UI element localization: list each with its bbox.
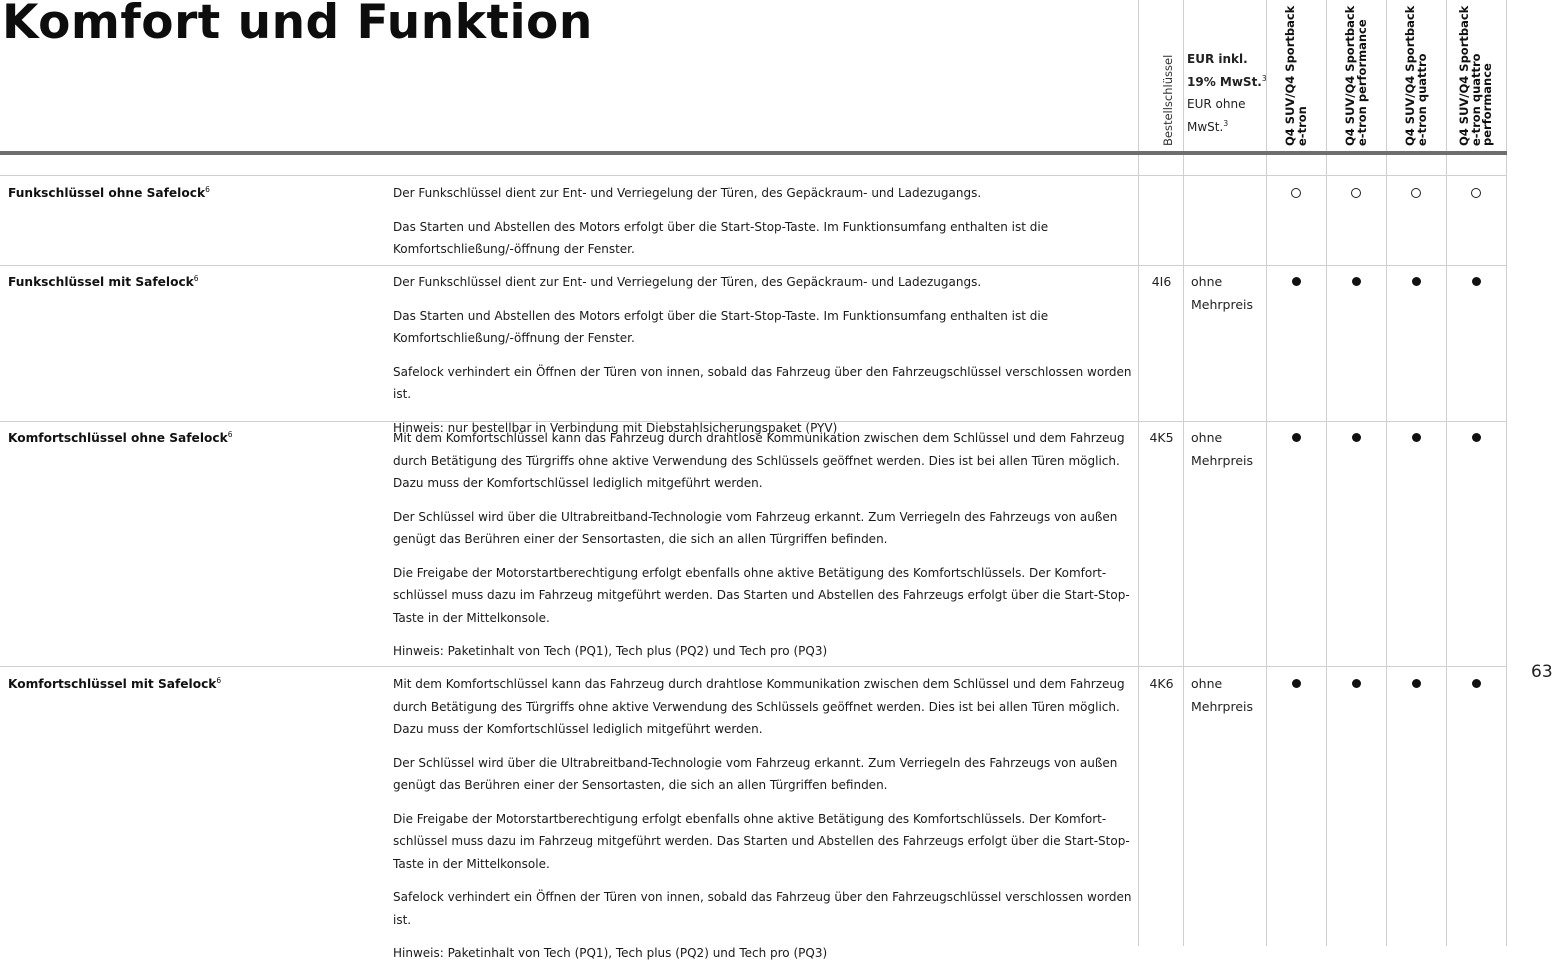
price-line: ohne xyxy=(1191,430,1223,445)
column-divider xyxy=(1506,0,1507,946)
row-name-text: Komfortschlüssel ohne Safelock xyxy=(8,431,228,445)
availability-mark xyxy=(1326,673,1386,695)
table-row-description xyxy=(393,427,1133,663)
standard-dot-icon xyxy=(1412,433,1421,442)
standard-dot-icon xyxy=(1292,679,1301,688)
header-model-line: e-tron performance xyxy=(1354,19,1369,146)
header-model-line: performance xyxy=(1480,63,1494,146)
header-model-4 xyxy=(1459,0,1494,146)
header-price-incl xyxy=(1187,48,1267,93)
header-model-line: e-tron quattro xyxy=(1414,53,1429,146)
order-code: 4I6 xyxy=(1151,274,1172,289)
header-model-3 xyxy=(1405,0,1428,146)
header-price-excl-label: EUR ohne MwSt. xyxy=(1187,97,1246,134)
availability-mark xyxy=(1446,673,1506,695)
availability-mark xyxy=(1386,271,1446,293)
price-line: Mehrpreis xyxy=(1191,296,1254,312)
availability-mark xyxy=(1446,182,1506,204)
description-paragraph: Der Schlüssel wird über die Ultrabreitband-Technologie vom Fahrzeug erkannt. Zum Verriegeln des Fahrzeugs von außen genügt das Berühren einer der Sensortasten, die sich an allen Türgriffen befinden. xyxy=(393,755,1118,792)
header-model-line: e-tron xyxy=(1294,106,1309,146)
header-model-line: e-tron quattro xyxy=(1468,53,1483,146)
availability-mark xyxy=(1386,673,1446,695)
footnote-mark: 6 xyxy=(193,274,199,283)
standard-dot-icon xyxy=(1352,679,1361,688)
table-row-name xyxy=(8,185,210,201)
description-paragraph: Die Freigabe der Motorstartberechtigung erfolgt ebenfalls ohne aktive Betätigung des Komfortschlüssels. Der Komfortschlüssel muss dazu im Fahrzeug mitgeführt werden. Das Starten und Abstellen des Fahrzeugs erfolgt über die Start-Stop-Taste in der Mittelkonsole. xyxy=(393,811,1130,871)
column-divider xyxy=(1183,0,1184,946)
availability-mark xyxy=(1386,427,1446,449)
column-divider xyxy=(1326,0,1327,946)
header-model-line: Q4 SUV/Q4 Sportback xyxy=(1343,5,1357,146)
header-model-line: Q4 SUV/Q4 Sportback xyxy=(1457,5,1471,146)
page-title: Komfort und Funktion xyxy=(2,0,593,50)
availability-mark xyxy=(1386,182,1446,204)
availability-mark xyxy=(1446,271,1506,293)
availability-mark xyxy=(1266,673,1326,695)
footnote-mark: 6 xyxy=(205,185,210,194)
description-paragraph: Das Starten und Abstellen des Motors erfolgt über die Start-Stop-Taste. Im Funktionsumfang enthalten ist die Komfortschließung/-öffnung der Fenster. xyxy=(393,308,1049,345)
header-price xyxy=(1187,48,1267,138)
table-row-description xyxy=(393,271,1133,439)
row-divider xyxy=(0,666,1507,667)
header-model-2 xyxy=(1345,0,1368,146)
row-name-text: Funkschlüssel ohne Safelock xyxy=(8,186,206,200)
table-row-name xyxy=(8,274,199,290)
description-paragraph: Mit dem Komfortschlüssel kann das Fahrzeug durch drahtlose Kommunikation zwischen dem Schlüssel und dem Fahrzeug durch Betätigung des Türgriffs ohne aktive Verwendung des Schlüssels geöffnet werden. Dies ist bei allen Türen möglich. Dazu muss der Komfortschlüssel lediglich mitgeführt werden. xyxy=(393,431,1125,490)
price-value xyxy=(1191,673,1263,718)
description-paragraph: Der Funkschlüssel dient zur Ent- und Verriegelung der Türen, des Gepäckraum- und Ladezugangs. xyxy=(393,275,982,289)
optional-circle-icon xyxy=(1291,188,1301,198)
optional-circle-icon xyxy=(1411,188,1421,198)
order-code: 4K5 xyxy=(1149,430,1174,445)
row-divider xyxy=(0,175,1507,176)
price-line: ohne xyxy=(1191,676,1223,691)
price-value xyxy=(1191,427,1263,472)
header-model-1 xyxy=(1285,0,1308,146)
availability-mark xyxy=(1446,427,1506,449)
description-paragraph: Hinweis: nur bestellbar in Verbindung mit Diebstahlsicherungspaket (PYV) xyxy=(393,420,838,435)
price-line: Mehrpreis xyxy=(1191,452,1254,468)
standard-dot-icon xyxy=(1472,433,1481,442)
footnote-mark: 6 xyxy=(216,676,222,685)
header-price-excl xyxy=(1187,93,1267,138)
column-divider xyxy=(1138,0,1139,946)
standard-dot-icon xyxy=(1352,433,1361,442)
optional-circle-icon xyxy=(1351,188,1361,198)
standard-dot-icon xyxy=(1412,277,1421,286)
description-paragraph: Safelock verhindert ein Öffnen der Türen von innen, sobald das Fahrzeug über den Fahrzeugschlüssel verschlossen worden ist. xyxy=(393,364,1132,401)
availability-mark xyxy=(1266,182,1326,204)
availability-mark xyxy=(1326,271,1386,293)
optional-circle-icon xyxy=(1471,188,1481,198)
table-row-description xyxy=(393,673,1133,965)
availability-mark xyxy=(1326,182,1386,204)
standard-dot-icon xyxy=(1292,433,1301,442)
header-model-line: Q4 SUV/Q4 Sportback xyxy=(1403,5,1417,146)
row-divider xyxy=(0,265,1507,266)
column-divider xyxy=(1446,0,1447,946)
footnote-mark: 3 xyxy=(1261,73,1267,83)
description-paragraph: Das Starten und Abstellen des Motors erfolgt über die Start-Stop-Taste. Im Funktionsumfang enthalten ist die Komfortschließung/-öffnung der Fenster. xyxy=(393,219,1049,256)
price-line: ohne xyxy=(1191,274,1223,289)
standard-dot-icon xyxy=(1472,679,1481,688)
column-divider xyxy=(1386,0,1387,946)
description-paragraph: Hinweis: Paketinhalt von Tech (PQ1), Tech plus (PQ2) und Tech pro (PQ3) xyxy=(393,644,828,658)
description-paragraph: Der Funkschlüssel dient zur Ent- und Verriegelung der Türen, des Gepäckraum- und Ladezugangs. xyxy=(393,186,982,200)
availability-mark xyxy=(1266,427,1326,449)
availability-mark xyxy=(1266,271,1326,293)
header-rule xyxy=(0,151,1507,155)
column-divider xyxy=(1266,0,1267,946)
description-paragraph: Der Schlüssel wird über die Ultrabreitband-Technologie vom Fahrzeug erkannt. Zum Verriegeln des Fahrzeugs von außen genügt das Berühren einer der Sensortasten, die sich an allen Türgriffen befinden. xyxy=(393,509,1118,546)
standard-dot-icon xyxy=(1412,679,1421,688)
order-code: 4K6 xyxy=(1149,676,1174,691)
header-price-incl-label: EUR inkl. 19% MwSt. xyxy=(1187,52,1262,89)
header-order-key: Bestellschlüssel xyxy=(1161,54,1175,146)
availability-mark xyxy=(1326,427,1386,449)
description-paragraph: Hinweis: Paketinhalt von Tech (PQ1), Tech plus (PQ2) und Tech pro (PQ3) xyxy=(393,946,828,960)
standard-dot-icon xyxy=(1292,277,1301,286)
description-paragraph: Safelock verhindert ein Öffnen der Türen von innen, sobald das Fahrzeug über den Fahrzeugschlüssel verschlossen worden ist. xyxy=(393,890,1132,927)
page-number: 63 xyxy=(1531,662,1553,682)
footnote-mark: 6 xyxy=(227,430,233,439)
price-value xyxy=(1191,271,1263,316)
standard-dot-icon xyxy=(1352,277,1361,286)
table-row-name xyxy=(8,430,232,446)
header-model-line: Q4 SUV/Q4 Sportback xyxy=(1283,5,1297,146)
table-row-name xyxy=(8,676,221,692)
price-line: Mehrpreis xyxy=(1191,698,1254,714)
description-paragraph: Die Freigabe der Motorstartberechtigung erfolgt ebenfalls ohne aktive Betätigung des Komfortschlüssels. Der Komfortschlüssel muss dazu im Fahrzeug mitgeführt werden. Das Starten und Abstellen des Fahrzeugs erfolgt über die Start-Stop-Taste in der Mittelkonsole. xyxy=(393,565,1130,625)
row-name-text: Funkschlüssel mit Safelock xyxy=(8,275,194,289)
footnote-mark: 3 xyxy=(1223,118,1229,128)
row-name-text: Komfortschlüssel mit Safelock xyxy=(8,677,217,691)
description-paragraph: Mit dem Komfortschlüssel kann das Fahrzeug durch drahtlose Kommunikation zwischen dem Schlüssel und dem Fahrzeug durch Betätigung des Türgriffs ohne aktive Verwendung des Schlüssels geöffnet werden. Dies ist bei allen Türen möglich. Dazu muss der Komfortschlüssel lediglich mitgeführt werden. xyxy=(393,677,1125,736)
standard-dot-icon xyxy=(1472,277,1481,286)
table-row-description xyxy=(393,182,1133,261)
